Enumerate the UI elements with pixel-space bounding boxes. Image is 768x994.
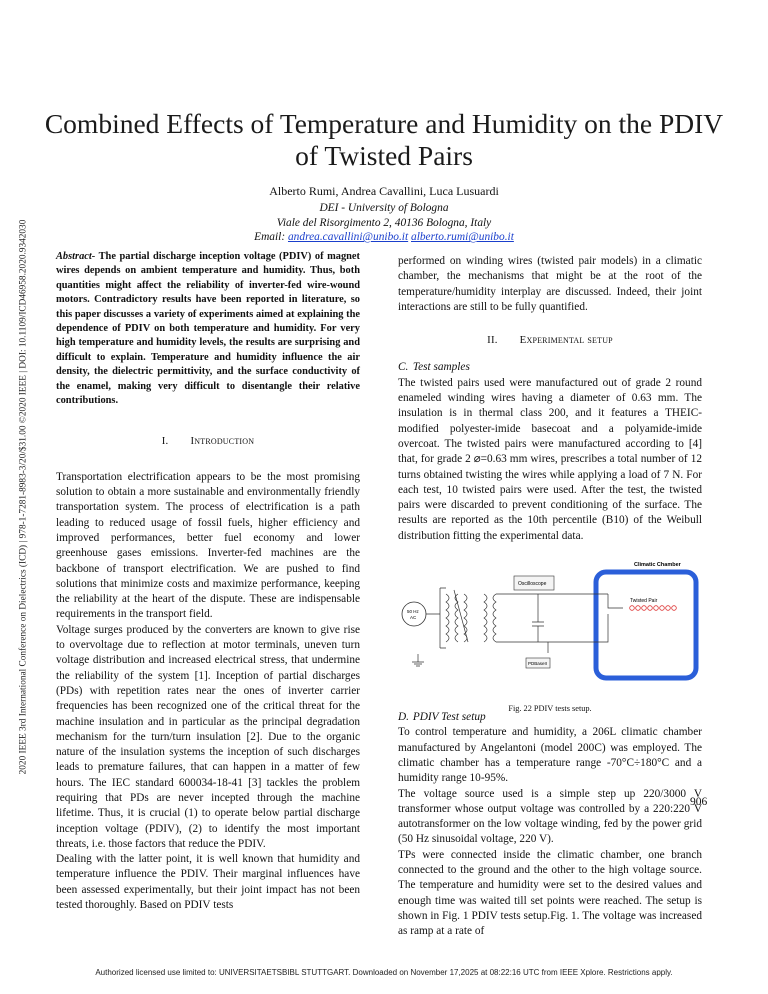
- section-title: Introduction: [190, 435, 255, 448]
- email-label: Email:: [254, 231, 286, 244]
- test-samples-paragraph: The twisted pairs used were manufactured out of grade 2 round enameled winding wires having a diameter of 0.63 mm. The insulation is in thermal class 200, and it features a THEIC-modified polyester-imide basecoat and a polyamide-imide overcoat. The twisted pairs were manufactured according to [4] that, for grade 2 ⌀=0.63 mm wires, prescribes a total number of 12 turns obtained twisting the wires while applying a load of 7 N. For each test, 10 twisted pairs were used. After the test, the twisted pairs were discarded to prevent conditioning of the surface. The results are reported as the 10th percentile (B10) of the Weibull distribution fitting the experimental data.: [398, 376, 702, 542]
- subsection-title: PDIV Test setup: [412, 711, 486, 724]
- author-list: Alberto Rumi, Andrea Cavallini, Luca Lusuardi: [269, 184, 499, 198]
- pd-detector-label: PDBaseII: [528, 661, 548, 667]
- doi-sidebar: 2020 IEEE 3rd International Conference on Dielectrics (ICD) | 978-1-7281-8983-3/20/$31.00 ©2020 IEEE | DOI: 10.1109/ICD46958.2020.9342030: [18, 219, 29, 775]
- abstract-text: The partial discharge inception voltage (PDIV) of magnet wires depends on ambient temperature and humidity. Thus, both quantities might affect the reliability of inverter-fed wire-wound motors. Contradictory results have been reported in literature, so this paper discusses a variety of experiments aimed at explaining the dependence of PDIV on both temperature and humidity. For very high temperature and humidity levels, the results are surprising and difficult to explain. Temperature and humidity influence the air density, the dielectric permittivity, and the surface conductivity of the enamel, making very difficult to disentangle their relative contributions.: [56, 251, 360, 407]
- setup-figure: [398, 558, 702, 714]
- left-column: [56, 250, 360, 913]
- license-footer: Authorized licensed use limited to: UNIVERSITAETSBIBL STUTTGART. Downloaded on November 17,2025 at 08:22:16 UTC from IEEE Xplore. Restrictions apply.: [95, 968, 673, 977]
- climatic-label: Climatic Chamber: [634, 562, 681, 569]
- abstract-lead: Abstract-: [56, 251, 96, 262]
- address: Viale del Risorgimento 2, 40136 Bologna, Italy: [276, 216, 492, 229]
- twisted-pair-coils: [630, 606, 677, 611]
- oscilloscope-label: Oscilloscope: [518, 581, 547, 588]
- twisted-pair-label: Twisted Pair: [630, 598, 658, 605]
- email-link-cavallini[interactable]: andrea.cavallini@unibo.it: [287, 231, 409, 244]
- section-heading-introduction: [56, 434, 360, 449]
- subsection-letter: C.: [398, 361, 409, 374]
- ac-source-symbol: [402, 602, 426, 626]
- affiliation: [0, 201, 768, 245]
- right-column: [398, 254, 702, 940]
- email-link-rumi[interactable]: alberto.rumi@unibo.it: [411, 231, 514, 244]
- paper-title: Combined Effects of Temperature and Humidity on the PDIV of Twisted Pairs: [44, 108, 724, 171]
- pdiv-setup-paragraph-3: TPs were connected inside the climatic chamber, one branch connected to the ground and the other to the high voltage source. The temperature and humidity were set to the desired values and enough time was waited till set points were reached. The setup is shown in Fig. 1 PDIV tests setup.Fig. 1. The voltage was increased as ramp at a rate of: [398, 848, 702, 938]
- continued-paragraph: performed on winding wires (twisted pair models) in a climatic chamber, the mechanisms that might be at the root of the temperature/humidity interplay are discussed. Indeed, their joint interactions are still to be fully quantified.: [398, 255, 702, 313]
- subsection-title: Test samples: [412, 361, 470, 374]
- intro-paragraph-1: Transportation electrification appears to be the most promising solution to obtain a more sustainable and environmentally friendly transportation system. The process of electrification is a path leading to reduced usage of fossil fuels, higher efficiency and improved performances, better fuel economy and lower greenhouse gases emissions. Inverter-fed machines are the backbone of transport electrification. We are pushed to find solutions that minimize costs and maximize performance, keeping the reliability at the heart of the dispute. These are indispensable requirements in the transport field.: [56, 470, 360, 621]
- setup-diagram: [398, 558, 702, 688]
- intro-paragraph-3: Dealing with the latter point, it is well known that humidity and temperature influence the PDIV. Their marginal influences have been assessed experimentally, but their joint impact has not been tested thoroughly. Based on PDIV tests: [56, 853, 360, 912]
- source-ac-label: AC: [410, 615, 417, 621]
- email-line: [0, 230, 768, 245]
- transformer-windings: [412, 588, 623, 666]
- subsection-letter: D.: [398, 711, 409, 724]
- pdiv-setup-paragraph-1: To control temperature and humidity, a 206L climatic chamber manufactured by Angelantoni (model 200C) was employed. The climatic chamber has a temperature range -70°C÷180°C and a humidity range 10-95%.: [398, 726, 702, 785]
- department: DEI - University of Bologna: [319, 202, 449, 214]
- section-title: Experimental setup: [519, 334, 613, 347]
- source-freq-label: 50 Hz: [407, 609, 419, 615]
- intro-paragraph-2: Voltage surges produced by the converters are known to give rise to overvoltage due to reflection at motor terminals, uneven turn voltage distribution and increased electrical stress, that undermine the reliability of the system [1]. Inception of partial discharges (PDs) with repetition rates near the ones of inverter carrier frequencies has been recognized one of the critical threat for the machine insulation and in particular as the principal degradation mechanism for the turn/turn insulation [2]. Due to the organic nature of the insulation systems the inception of such discharges leads to premature failures, that can happen in a matter of few hours. The IEC standard 600034-18-41 [3] tackles the problem requiring that PDs are never incepted through the machine lifetime. Thus, it is crucial (1) to operate below partial discharge inception voltage (PDIV), (2) to identify the most important threats, i.e. those factors that reduce the PDIV.: [56, 623, 360, 850]
- section-heading-experimental: [398, 333, 702, 348]
- climatic-chamber-box: [596, 572, 696, 678]
- section-number: I.: [161, 435, 169, 448]
- page-number: 906: [690, 796, 708, 808]
- pdiv-setup-paragraph-2: The voltage source used is a simple step up 220/3000 V transformer whose output voltage was controlled by a 220:220 V autotransformer on the low voltage winding, fed by the power grid (50 Hz sinusoidal voltage, 220 V).: [398, 787, 702, 846]
- section-number: II.: [487, 334, 498, 347]
- subsection-heading-test-samples: [398, 360, 702, 375]
- abstract: [56, 250, 360, 408]
- figure-caption: Fig. 22 PDIV tests setup.: [508, 704, 592, 714]
